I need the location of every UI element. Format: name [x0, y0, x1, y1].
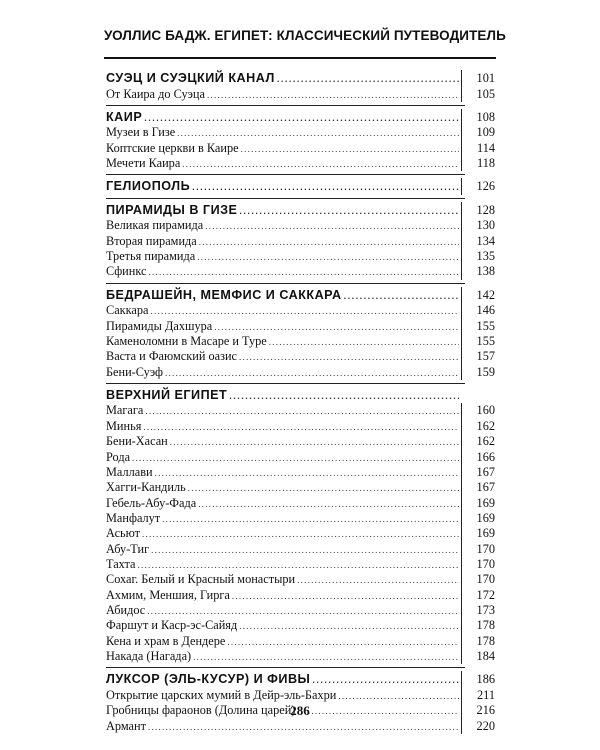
toc-section: [106, 287, 495, 380]
toc-entry[interactable]: [106, 156, 495, 171]
toc-entry[interactable]: [106, 618, 495, 633]
toc-entry-title: Рода: [106, 449, 131, 464]
toc-entry-title: ГЕЛИОПОЛЬ: [106, 179, 191, 194]
toc-entry[interactable]: [106, 234, 495, 249]
toc-entry-title: ПИРАМИДЫ В ГИЗЕ: [106, 202, 238, 217]
toc-entry[interactable]: [106, 87, 495, 102]
dot-leader: [229, 387, 459, 405]
toc-entry-title: Армант: [106, 718, 146, 733]
toc-section-heading[interactable]: [106, 178, 495, 195]
toc-entry-title: СУЭЦ И СУЭЦКИЙ КАНАЛ: [106, 71, 275, 85]
toc-entry-page: 157: [461, 349, 495, 364]
toc-entry[interactable]: [106, 588, 495, 603]
dot-leader: [297, 572, 459, 588]
toc-entry-title: Мечети Каира: [106, 156, 181, 171]
dot-leader: [241, 141, 459, 157]
dot-leader: [338, 688, 459, 704]
dot-leader: [132, 450, 459, 466]
toc-entry-title: Асьют: [106, 526, 141, 541]
toc-entry-page: 138: [461, 264, 495, 279]
dot-leader: [277, 70, 459, 88]
toc-entry-title: Маллави: [106, 464, 153, 479]
section-divider: [106, 198, 465, 199]
toc-entry-title: Фаршут и Каср-эс-Сайяд: [106, 618, 238, 633]
toc-entry-title: Третья пирамида: [106, 249, 196, 264]
dot-leader: [142, 526, 459, 542]
toc-entry-page: 142: [461, 287, 495, 304]
toc-entry-page: 159: [461, 365, 495, 380]
dot-leader: [182, 156, 459, 172]
dot-leader: [177, 125, 459, 141]
section-divider: [106, 174, 465, 175]
toc-entry-title: Коптские церкви в Каире: [106, 140, 239, 155]
toc-entry-page: 166: [461, 450, 495, 465]
toc-entry[interactable]: [106, 719, 495, 734]
dot-leader: [199, 234, 459, 250]
toc-entry[interactable]: [106, 249, 495, 264]
toc-entry-page: 178: [461, 634, 495, 649]
dot-leader: [198, 496, 459, 512]
toc-section: [106, 178, 495, 195]
toc-entry[interactable]: [106, 542, 495, 557]
running-header: УОЛЛИС БАДЖ. ЕГИПЕТ: КЛАССИЧЕСКИЙ ПУТЕВОДИТЕЛЬ: [104, 28, 506, 43]
toc-entry[interactable]: [106, 419, 495, 434]
dot-leader: [151, 542, 459, 558]
toc-entry-title: Открытие царских мумий в Дейр-эль-Бахри: [106, 687, 337, 702]
dot-leader: [207, 87, 459, 103]
toc-entry-title: Кена и храм в Дендере: [106, 633, 226, 648]
toc-entry-page: 178: [461, 618, 495, 633]
toc-entry-title: ЛУКСОР (ЭЛЬ-КУСУР) И ФИВЫ: [106, 672, 311, 687]
dot-leader: [205, 218, 459, 234]
dot-leader: [239, 202, 459, 220]
toc-entry-title: Гробницы фараонов (Долина царей): [106, 703, 296, 718]
toc-entry-title: Накада (Нагада): [106, 648, 192, 663]
toc-entry-page: 160: [461, 403, 495, 418]
toc-entry-page: 128: [461, 202, 495, 219]
toc-entry-page: 184: [461, 649, 495, 664]
toc-entry-page: 186: [461, 671, 495, 688]
dot-leader: [148, 264, 459, 280]
toc-entry[interactable]: [106, 349, 495, 364]
dot-leader: [144, 109, 459, 127]
dot-leader: [170, 434, 459, 450]
toc-section-heading[interactable]: [106, 70, 495, 87]
dot-leader: [312, 671, 459, 689]
toc-section: [106, 202, 495, 280]
dot-leader: [155, 465, 459, 481]
dot-leader: [151, 303, 460, 319]
toc-entry-page: 172: [461, 588, 495, 603]
toc-entry-page: 169: [461, 496, 495, 511]
toc-entry[interactable]: [106, 403, 495, 418]
toc-section-heading[interactable]: [106, 202, 495, 219]
toc-section-heading[interactable]: [106, 387, 495, 404]
toc-entry-page: 167: [461, 480, 495, 495]
dot-leader: [138, 557, 460, 573]
toc-entry-title: Сохаг. Белый и Красный монастыри: [106, 572, 296, 587]
toc-entry[interactable]: [106, 496, 495, 511]
toc-entry-title: Абу-Тиг: [106, 541, 150, 556]
toc-section-heading[interactable]: [106, 109, 495, 126]
toc-entry[interactable]: [106, 572, 495, 587]
toc-entry[interactable]: [106, 141, 495, 156]
toc-entry-page: 169: [461, 511, 495, 526]
toc-section-heading[interactable]: [106, 671, 495, 688]
toc-entry-page: 101: [461, 70, 495, 87]
toc-entry-title: БЕДРАШЕЙН, МЕМФИС И САККАРА: [106, 287, 342, 302]
toc-entry-title: Васта и Фаюмский оазис: [106, 349, 237, 364]
dot-leader: [269, 334, 459, 350]
toc-entry-page: 162: [461, 434, 495, 449]
dot-leader: [214, 319, 459, 335]
dot-leader: [239, 618, 459, 634]
dot-leader: [143, 419, 459, 435]
toc-entry-title: ВЕРХНИЙ ЕГИПЕТ: [106, 387, 228, 402]
toc-entry-title: Тахта: [106, 556, 136, 571]
toc-entry-title: Магага: [106, 403, 144, 418]
toc-entry-page: 162: [461, 419, 495, 434]
dot-leader: [344, 287, 459, 305]
toc-entry-title: Саккара: [106, 303, 149, 318]
toc-section-heading[interactable]: [106, 287, 495, 304]
toc-entry-title: Гебель-Абу-Фада: [106, 495, 197, 510]
table-of-contents: [106, 70, 495, 734]
toc-entry-page: 216: [461, 703, 495, 718]
toc-entry-title: Бени-Суэф: [106, 364, 163, 379]
toc-entry-page: 173: [461, 603, 495, 618]
toc-entry-title: Бени-Хасан: [106, 434, 168, 449]
toc-entry[interactable]: [106, 634, 495, 649]
toc-entry-page: 135: [461, 249, 495, 264]
toc-entry[interactable]: [106, 334, 495, 349]
toc-entry-page: 170: [461, 572, 495, 587]
toc-entry-page: 220: [461, 719, 495, 734]
page-number: 286: [290, 703, 310, 718]
toc-entry[interactable]: [106, 218, 495, 233]
toc-entry-page: 118: [461, 156, 495, 171]
toc-entry-page: 134: [461, 234, 495, 249]
section-divider: [106, 383, 465, 384]
toc-entry[interactable]: [106, 649, 495, 664]
section-divider: [106, 283, 465, 284]
toc-entry-title: КАИР: [106, 109, 143, 124]
toc-entry[interactable]: [106, 434, 495, 449]
toc-entry[interactable]: [106, 603, 495, 618]
dot-leader: [145, 403, 459, 419]
dot-leader: [165, 365, 459, 381]
header-rule: [104, 57, 496, 59]
toc-entry-page: 170: [461, 557, 495, 572]
toc-entry-page: 169: [461, 526, 495, 541]
dot-leader: [232, 588, 459, 604]
toc-entry[interactable]: [106, 365, 495, 380]
toc-entry-title: Сфинкс: [106, 264, 147, 279]
dot-leader: [188, 480, 459, 496]
dot-leader: [227, 634, 459, 650]
toc-entry-page: 146: [461, 303, 495, 318]
toc-entry-title: Вторая пирамида: [106, 233, 197, 248]
toc-entry-title: Минья: [106, 418, 142, 433]
toc-section: [106, 387, 495, 664]
toc-entry[interactable]: [106, 125, 495, 140]
toc-entry-title: Пирамиды Дахшура: [106, 318, 213, 333]
toc-entry-title: Ахмим, Меншия, Гирга: [106, 587, 230, 602]
toc-entry-page: 108: [461, 109, 495, 126]
toc-entry[interactable]: [106, 465, 495, 480]
dot-leader: [147, 603, 459, 619]
toc-entry-page: 105: [461, 87, 495, 102]
section-divider: [106, 667, 465, 668]
toc-entry[interactable]: [106, 450, 495, 465]
toc-entry[interactable]: [106, 319, 495, 334]
dot-leader: [239, 349, 459, 365]
toc-entry-title: Хагги-Кандиль: [106, 480, 186, 495]
toc-entry[interactable]: [106, 480, 495, 495]
toc-entry[interactable]: [106, 526, 495, 541]
toc-entry[interactable]: [106, 557, 495, 572]
toc-entry-title: Абидос: [106, 602, 146, 617]
toc-entry[interactable]: [106, 264, 495, 279]
toc-entry[interactable]: [106, 303, 495, 318]
dot-leader: [148, 719, 459, 735]
toc-entry-page: 170: [461, 542, 495, 557]
toc-entry-page: 155: [461, 319, 495, 334]
toc-entry-page: 167: [461, 465, 495, 480]
toc-section: [106, 109, 495, 172]
toc-entry-page: 155: [461, 334, 495, 349]
toc-entry[interactable]: [106, 688, 495, 703]
section-divider: [106, 105, 465, 106]
toc-entry[interactable]: [106, 511, 495, 526]
toc-entry-title: Великая пирамида: [106, 218, 204, 233]
toc-entry-page: 130: [461, 218, 495, 233]
toc-entry-page: 109: [461, 125, 495, 140]
toc-entry-title: Каменоломни в Масаре и Туре: [106, 333, 267, 348]
toc-entry-page: 211: [461, 688, 495, 703]
toc-entry-page: 126: [461, 178, 495, 195]
toc-entry-page: 114: [461, 141, 495, 156]
dot-leader: [193, 649, 459, 665]
dot-leader: [197, 249, 459, 265]
dot-leader: [162, 511, 459, 527]
toc-entry-title: От Каира до Суэца: [106, 86, 205, 101]
toc-section: [106, 70, 495, 102]
toc-entry-title: Музеи в Гизе: [106, 125, 176, 140]
toc-entry-title: Манфалут: [106, 510, 161, 525]
dot-leader: [192, 178, 459, 196]
